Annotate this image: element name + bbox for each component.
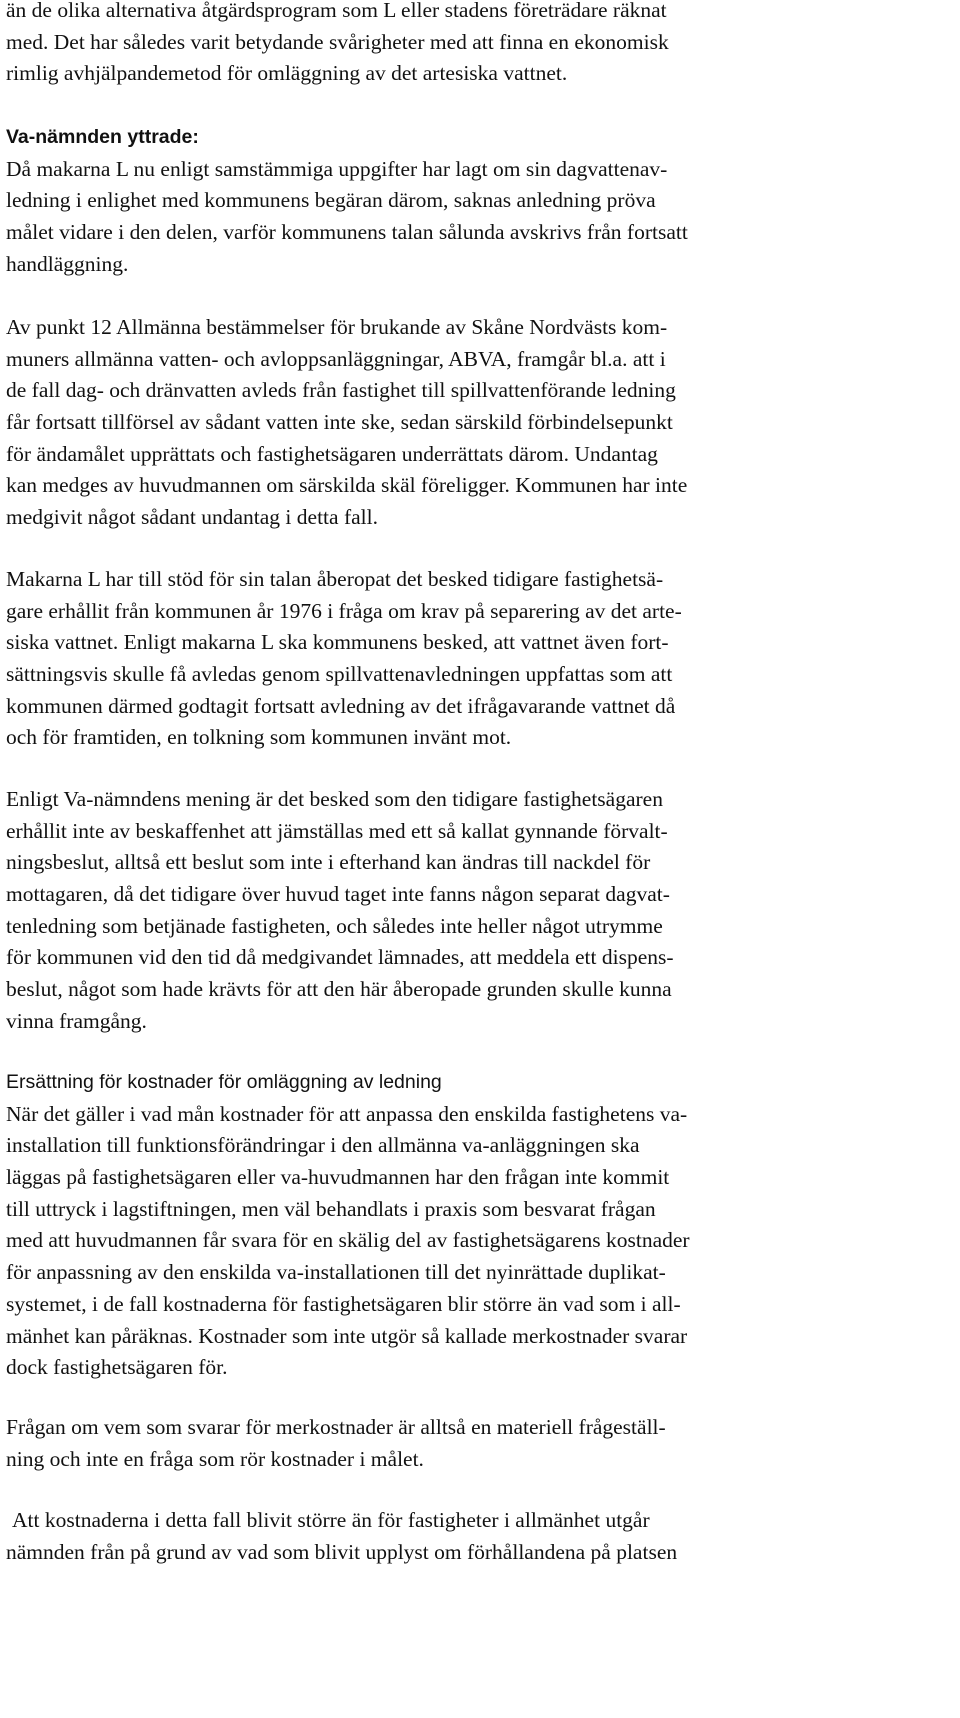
text-line: När det gäller i vad mån kostnader för att anpassa den enskilda fastighetens va- [6,1101,688,1126]
text-line: Att kostnaderna i detta fall blivit större än för fastigheter i allmänhet utgår [12,1508,650,1532]
text-line: Makarna L har till stöd för sin talan åberopat det besked tidigare fastighetsä- [6,567,664,591]
fragan-paragraph [0,1412,960,1475]
text-line: ledning i enlighet med kommunens begäran därom, saknas anledning pröva [6,188,656,213]
text-line: gare erhållit från kommunen år 1976 i fråga om krav på separering av det arte- [6,598,682,623]
text-line: sättningsvis skulle få avledas genom spillvattenavledningen uppfattas som att [6,662,673,687]
text-line: för ändamålet upprättats och fastighetsägaren underrättats därom. Undantag [6,441,658,466]
text-line: muners allmänna vatten- och avloppsanläggningar, ABVA, framgår bl.a. att i [6,346,666,371]
text-line: mottagaren, då det tidigare över huvud taget inte fanns någon separat dagvat- [6,882,670,907]
text-line: kommunen därmed godtagit fortsatt avledning av det ifrågavarande vattnet då [6,693,676,718]
ersattning-section [0,1067,960,1384]
text-line: siska vattnet. Enligt makarna L ska kommunens besked, att vattnet även fort- [6,630,669,655]
text-line: handläggning. [6,251,129,276]
text-line: med att huvudmannen får svara för en skälig del av fastighetsägarens kostnader [6,1228,690,1253]
text-line: rimlig avhjälpandemetod för omläggning av det artesiska vattnet. [6,61,568,86]
text-line: och för framtiden, en tolkning som kommunen invänt mot. [6,725,512,750]
text-line: läggas på fastighetsägaren eller va-huvudmannen har den frågan inte kommit [6,1165,670,1190]
text-line: de fall dag- och dränvatten avleds från fastighet till spillvattenförande ledning [6,378,676,403]
makarna-paragraph [0,564,960,754]
text-line: med. Det har således varit betydande svårigheter med att finna en ekonomisk [6,29,669,54]
abva-paragraph [0,312,960,534]
text-line: beslut, något som hade krävts för att den här åberopade grunden skulle kunna [6,977,672,1002]
text-line: nämnden från på grund av vad som blivit upplyst om förhållandena på platsen [6,1539,678,1564]
text-line: för kommunen vid den tid då medgivandet lämnades, att meddela ett dispens- [6,945,674,970]
va-namnden-section [0,122,960,280]
att-paragraph [0,1505,960,1568]
text-line: för anpassning av den enskilda va-installationen till det nyinrättade duplikat- [6,1260,666,1285]
text-line: tenledning som betjänade fastigheten, och således inte heller något utrymme [6,913,663,938]
text-line: ning och inte en fråga som rör kostnader i målet. [6,1446,424,1471]
section-heading: Ersättning för kostnader för omläggning av ledning [6,1071,442,1093]
text-line: Frågan om vem som svarar för merkostnader är alltså en materiell frågeställ- [6,1415,666,1439]
text-line: kan medges av huvudmannen om särskilda skäl föreligger. Kommunen har inte [6,473,688,498]
text-line: mänhet kan påräknas. Kostnader som inte utgör så kallade merkostnader svarar [6,1323,688,1348]
text-line: Då makarna L nu enligt samstämmiga uppgifter har lagt om sin dagvattenav- [6,156,668,181]
text-line: till uttryck i lagstiftningen, men väl behandlats i praxis som besvarat frågan [6,1196,656,1221]
text-line: vinna framgång. [6,1008,147,1033]
text-line: Av punkt 12 Allmänna bestämmelser för brukande av Skåne Nordvästs kom- [6,315,668,339]
enligt-paragraph [0,784,960,1038]
text-line: medgivit något sådant undantag i detta fall. [6,505,378,530]
intro-paragraph [0,0,960,90]
text-line: ningsbeslut, alltså ett beslut som inte i efterhand kan ändras till nackdel för [6,850,651,875]
text-line: systemet, i de fall kostnaderna för fastighetsägaren blir större än vad som i all- [6,1291,681,1316]
text-line: får fortsatt tillförsel av sådant vatten inte ske, sedan särskild förbindelsepunkt [6,410,673,435]
text-line: än de olika alternativa åtgärdsprogram som L eller stadens företrädare räknat [6,0,667,22]
text-line: Enligt Va-nämndens mening är det besked som den tidigare fastighetsägaren [6,787,663,811]
text-line: dock fastighetsägaren för. [6,1355,228,1380]
text-line: installation till funktionsförändringar i den allmänna va-anläggningen ska [6,1133,640,1158]
text-line: målet vidare i den delen, varför kommunens talan sålunda avskrivs från fortsatt [6,220,688,245]
section-heading: Va-nämnden yttrade: [6,126,199,148]
text-line: erhållit inte av beskaffenhet att jämställas med ett så kallat gynnande förvalt- [6,818,668,843]
